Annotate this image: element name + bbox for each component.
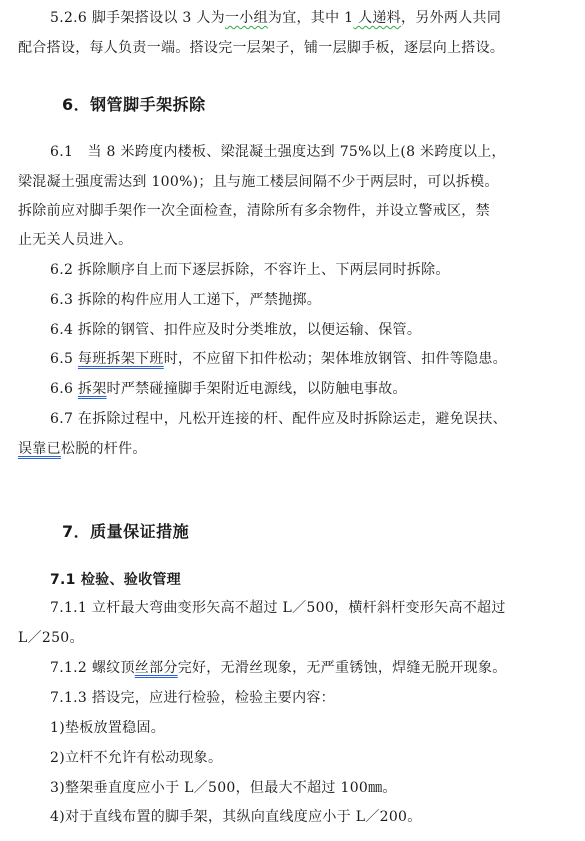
section-7-1-heading: 7.1 检验、验收管理	[50, 572, 181, 588]
paragraph-6-7-line-2	[18, 439, 578, 459]
text-run: 5.2.6 脚手架搭设以 3 人为	[50, 10, 225, 26]
grammar-marked-text: 丝部分	[134, 660, 178, 676]
paragraph-7-1-3: 7.1.3 搭设完，应进行检验，检验主要内容：	[50, 690, 335, 706]
paragraph-6-1-line-3: 拆除前应对脚手架作一次全面检查，清除所有多余物件，并设立警戒区，禁	[18, 203, 490, 219]
text-run: 时，不应留下扣件松动；架体堆放钢管、扣件等隐患。	[163, 351, 507, 367]
paragraph-6-1-line-2: 梁混凝土强度需达到 100%)；且与施工楼层间隔不少于两层时，可以拆模。	[18, 174, 499, 190]
text-run: 松脱的杆件。	[60, 441, 147, 457]
text-run: 6.5	[50, 351, 78, 367]
list-item: 1)垫板放置稳固。	[50, 720, 166, 736]
paragraph-6-1-line-1: 6.1 当 8 米跨度内楼板、梁混凝土强度达到 75%以上(8 米跨度以上，	[50, 144, 506, 160]
paragraph-5-2-6-line-1	[50, 8, 580, 28]
paragraph-6-3: 6.3 拆除的构件应用人工递下，严禁抛掷。	[50, 292, 322, 308]
paragraph-7-1-2	[50, 658, 580, 678]
paragraph-5-2-6-line-2: 配合搭设，每人负责一端。搭设完一层架子，铺一层脚手板，逐层向上搭设。	[18, 40, 505, 56]
paragraph-6-5	[50, 349, 580, 369]
text-run: 时严禁碰撞脚手架附近电源线，以防触电事故。	[106, 381, 407, 397]
grammar-marked-text: 误靠已	[18, 441, 61, 457]
grammar-marked-text: 人递料	[353, 10, 402, 26]
paragraph-6-7-line-1: 6.7 在拆除过程中，凡松开连接的杆、配件应及时拆除运走，避免误扶、	[50, 411, 507, 427]
text-run: 6.6	[50, 381, 78, 397]
list-item: 3)整架垂直度应小于 L／500，但最大不超过 100㎜。	[50, 780, 397, 796]
section-6-heading: 6．钢管脚手架拆除	[62, 95, 206, 114]
list-item: 2)立杆不允许有松动现象。	[50, 750, 223, 766]
text-run: 7.1.2 螺纹顶	[50, 660, 135, 676]
grammar-marked-text: 每班拆架下班	[77, 351, 164, 367]
paragraph-7-1-1-line-2: L／250。	[18, 630, 84, 646]
grammar-marked-text: 拆架	[77, 381, 107, 397]
text-run: 完好，无滑丝现象，无严重锈蚀，焊缝无脱开现象。	[177, 660, 507, 676]
section-7-heading: 7．质量保证措施	[62, 522, 190, 541]
grammar-marked-text: 一小组	[224, 10, 268, 26]
paragraph-6-2: 6.2 拆除顺序自上而下逐层拆除，不容许上、下两层同时拆除。	[50, 262, 450, 278]
paragraph-6-4: 6.4 拆除的钢管、扣件应及时分类堆放，以便运输、保管。	[50, 322, 422, 338]
paragraph-6-6	[50, 379, 580, 399]
paragraph-6-1-line-4: 止无关人员进入。	[18, 232, 133, 248]
paragraph-7-1-1-line-1: 7.1.1 立杆最大弯曲变形矢高不超过 L／500，横杆斜杆变形矢高不超过	[50, 600, 506, 616]
text-run: 为宜，其中 1	[267, 10, 354, 26]
text-run: ，另外两人共同	[401, 10, 502, 26]
list-item: 4)对于直线布置的脚手架，其纵向直线度应小于 L／200。	[50, 809, 422, 825]
